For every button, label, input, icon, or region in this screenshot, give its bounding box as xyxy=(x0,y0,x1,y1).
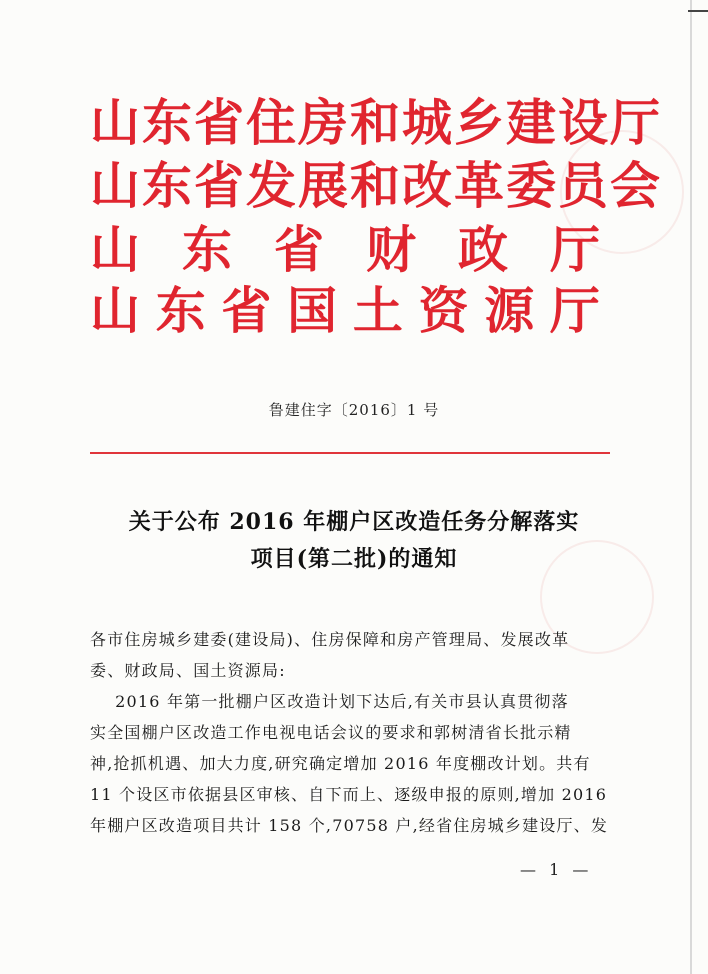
paragraph-line: 年棚户区改造项目共计 158 个,70758 户,经省住房城乡建设厅、发 xyxy=(90,816,609,835)
scan-edge xyxy=(690,0,692,974)
issuer-1: 山东省住房和城乡建设厅 xyxy=(90,93,662,152)
salutation-line: 各市住房城乡建委(建设局)、住房保障和房产管理局、发展改革 xyxy=(90,630,570,649)
issuer-char: 省 xyxy=(221,281,272,340)
issuer-2: 山东省发展和改革委员会 xyxy=(90,156,662,215)
issuer-char: 东 xyxy=(155,281,206,340)
issuer-char: 财 xyxy=(366,220,416,279)
paragraph-line: 2016 年第一批棚户区改造计划下达后,有关市县认真贯彻落 xyxy=(90,692,569,711)
document-number: 鲁建住字〔2016〕1 号 xyxy=(268,401,440,419)
issuer-char: 源 xyxy=(484,281,535,340)
issuer-char: 政 xyxy=(458,220,508,279)
issuer-char: 山 xyxy=(90,220,140,279)
issuer-char: 东 xyxy=(182,220,232,279)
scan-mark xyxy=(688,10,708,12)
paragraph-line: 实全国棚户区改造工作电视电话会议的要求和郭树清省长批示精 xyxy=(90,723,572,742)
issuer-char: 山 xyxy=(90,281,140,340)
body-paragraph xyxy=(90,686,616,841)
salutation xyxy=(90,624,616,686)
notice-title-line-2: 项目(第二批)的通知 xyxy=(250,546,458,572)
issuer-3 xyxy=(90,220,600,280)
issuer-4 xyxy=(90,281,600,341)
issuer-char: 土 xyxy=(352,281,403,340)
paragraph-line: 11 个设区市依据县区审核、自下而上、逐级申报的原则,增加 2016 xyxy=(90,785,608,804)
red-divider xyxy=(90,452,610,454)
issuer-char: 国 xyxy=(287,281,338,340)
paragraph-line: 神,抢抓机遇、加大力度,研究确定增加 2016 年度棚改计划。共有 xyxy=(90,754,591,773)
issuer-char: 厅 xyxy=(550,220,600,279)
issuer-char: 资 xyxy=(418,281,469,340)
salutation-line: 委、财政局、国土资源局: xyxy=(90,661,286,680)
issuer-char: 省 xyxy=(274,220,324,279)
notice-title-line-1: 关于公布 2016 年棚户区改造任务分解落实 xyxy=(128,509,580,535)
page-number: — 1 — xyxy=(520,860,593,879)
issuer-char: 厅 xyxy=(549,281,600,340)
